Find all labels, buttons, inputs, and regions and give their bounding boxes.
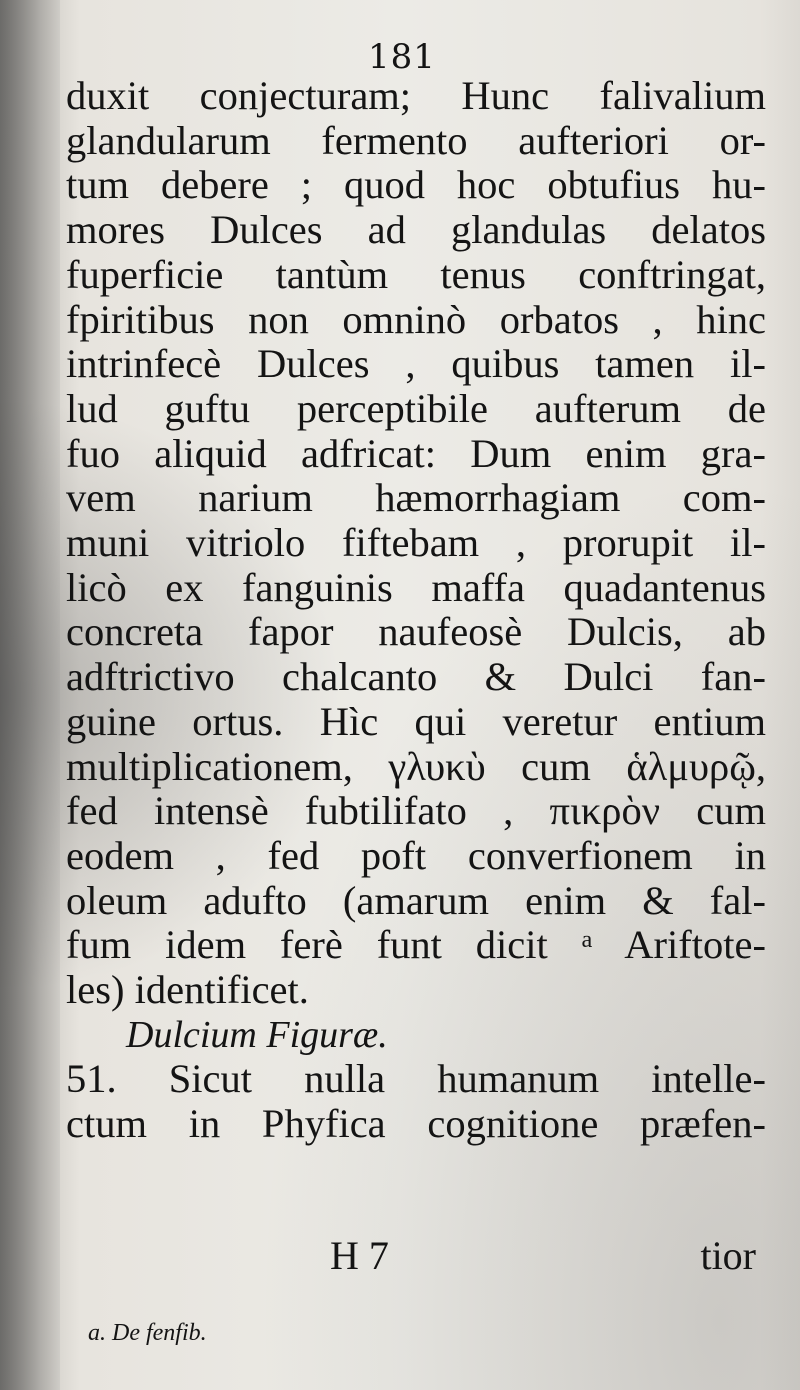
page-number: 181 — [368, 37, 436, 77]
text-line: fpiritibus non omninò orbatos , hinc — [66, 296, 766, 342]
text-line: fed intensè fubtilifato , πικρὸν cum — [66, 788, 766, 834]
text-line: tum debere ; quod hoc obtufius hu- — [66, 162, 766, 208]
text-line: licò ex fanguinis maffa quadantenus — [66, 564, 766, 610]
catchword: tior — [700, 1233, 756, 1278]
text-line: glandularum fermento aufteriori or- — [66, 117, 766, 163]
signature-mark: H 7 — [330, 1233, 389, 1278]
footnote: a. De fenfib. — [88, 1320, 207, 1346]
body-text — [66, 74, 766, 1147]
section-text-line: ctum in Phyfica cognitione præfen- — [66, 1101, 766, 1147]
section-text-line: 51. Sicut nulla humanum intelle- — [66, 1056, 766, 1102]
text-line: fuo aliquid adfricat: Dum enim gra- — [66, 430, 766, 476]
text-line: muni vitriolo fiftebam , prorupit il- — [66, 520, 766, 566]
signature-line — [330, 1232, 756, 1279]
text-line: eodem , fed poft converfionem in — [66, 832, 766, 878]
text-line: fum idem ferè funt dicit ᵃ Ariftote- — [66, 922, 766, 968]
text-line: lud guftu perceptibile aufterum de — [66, 385, 766, 431]
text-line: adftrictivo chalcanto & Dulci fan- — [66, 654, 766, 700]
text-line: duxit conjecturam; Hunc falivalium — [66, 73, 766, 118]
text-line: oleum adufto (amarum enim & fal- — [66, 877, 766, 923]
text-line: les) identificet. — [66, 967, 309, 1013]
text-line: vem narium hæmorrhagiam com- — [66, 475, 766, 521]
text-line: concreta fapor naufeosè Dulcis, ab — [66, 609, 766, 655]
text-line: fuperficie tantùm tenus conftringat, — [66, 251, 766, 297]
text-line: multiplicationem, γλυκὺ cum ἁλμυρῷ, — [66, 743, 766, 789]
text-line: guine ortus. Hìc qui veretur entium — [66, 698, 766, 744]
text-line: intrinfecè Dulces , quibus tamen il- — [66, 341, 766, 387]
text-line: mores Dulces ad glandulas delatos — [66, 207, 766, 253]
binding-gutter — [0, 0, 60, 1390]
section-heading: Dulcium Figuræ. — [126, 1013, 388, 1056]
